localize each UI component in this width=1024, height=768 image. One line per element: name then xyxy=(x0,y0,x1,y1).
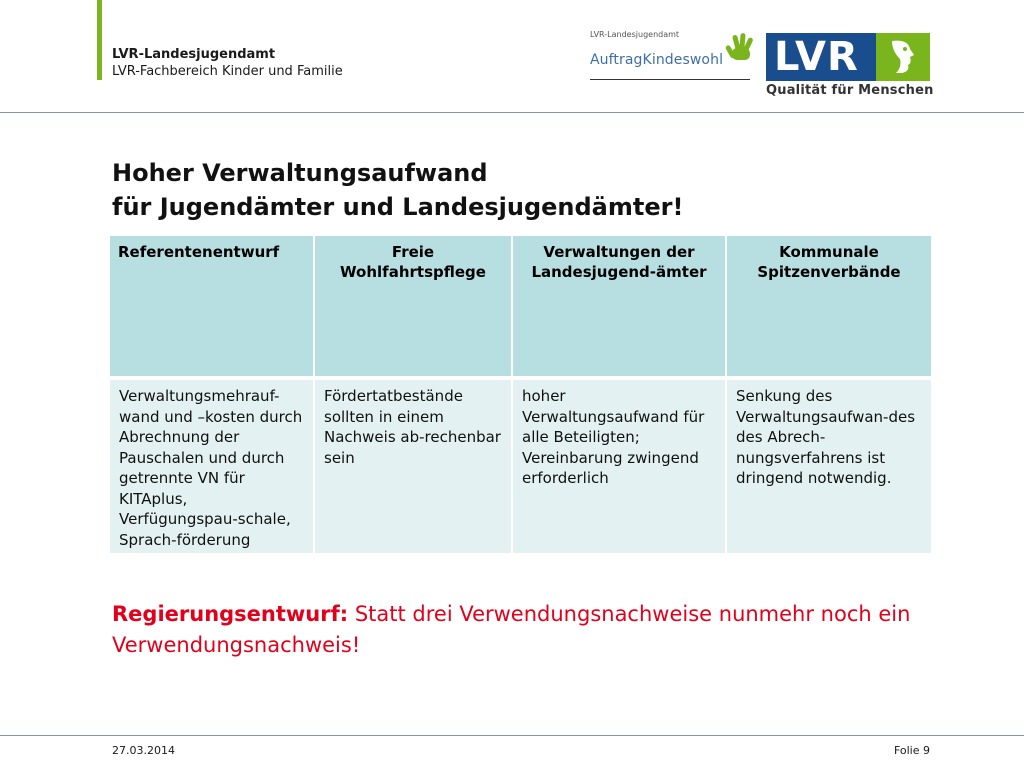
lvr-logo xyxy=(766,33,930,81)
statement-label: Regierungsentwurf: xyxy=(112,602,349,626)
footer-date: 27.03.2014 xyxy=(112,744,175,757)
hand-icon xyxy=(722,31,756,65)
column-header: Referentenentwurf xyxy=(110,236,315,380)
column-header: Kommunale Spitzenverbände xyxy=(727,236,931,380)
statement-text: Statt drei Verwendungsnachweise nunmehr noch ein Verwendungsnachweis! xyxy=(112,602,911,657)
lvr-tagline: Qualität für Menschen xyxy=(766,83,934,98)
org-department: LVR-Fachbereich Kinder und Familie xyxy=(112,64,343,79)
slide-number: Folie 9 xyxy=(893,744,930,757)
lvr-logo-text: LVR xyxy=(774,34,859,80)
auftrag-kindeswohl-logo-text: AuftragKindeswohl xyxy=(590,52,724,68)
table-cell: Verwaltungsmehrauf-wand und –kosten durch Abrechnung der Pauschalen und durch getrennte VN für KITAplus, Verfügungspau-schale, Sprach-förderung xyxy=(110,380,315,553)
table-cell: Senkung des Verwaltungsaufwan-des des Abrech-nungsverfahrens ist dringend notwendig. xyxy=(727,380,931,553)
organization-block xyxy=(112,46,343,80)
table-cell: Fördertatbestände sollten in einem Nachweis ab-rechenbar sein xyxy=(315,380,513,553)
table-header-row xyxy=(110,236,931,380)
column-header: Freie Wohlfahrtspflege xyxy=(315,236,513,380)
table-cell: hoher Verwaltungsaufwand für alle Beteiligten; Vereinbarung zwingend erforderlich xyxy=(513,380,727,553)
landesjugendamt-label: LVR-Landesjugendamt xyxy=(590,30,680,39)
table-row xyxy=(110,380,931,553)
header-accent-bar xyxy=(97,0,102,80)
government-draft-statement xyxy=(112,599,1024,661)
page-title xyxy=(112,156,683,224)
comparison-table xyxy=(110,236,931,553)
title-line-1: Hoher Verwaltungsaufwand xyxy=(112,159,488,187)
logo-underline xyxy=(590,79,750,80)
column-header: Verwaltungen der Landesjugend-ämter xyxy=(513,236,727,380)
header-divider xyxy=(0,112,1024,113)
title-line-2: für Jugendämter und Landesjugendämter! xyxy=(112,193,684,221)
org-name: LVR-Landesjugendamt xyxy=(112,47,276,62)
face-profile-icon xyxy=(882,37,922,77)
footer-divider xyxy=(0,735,1024,736)
